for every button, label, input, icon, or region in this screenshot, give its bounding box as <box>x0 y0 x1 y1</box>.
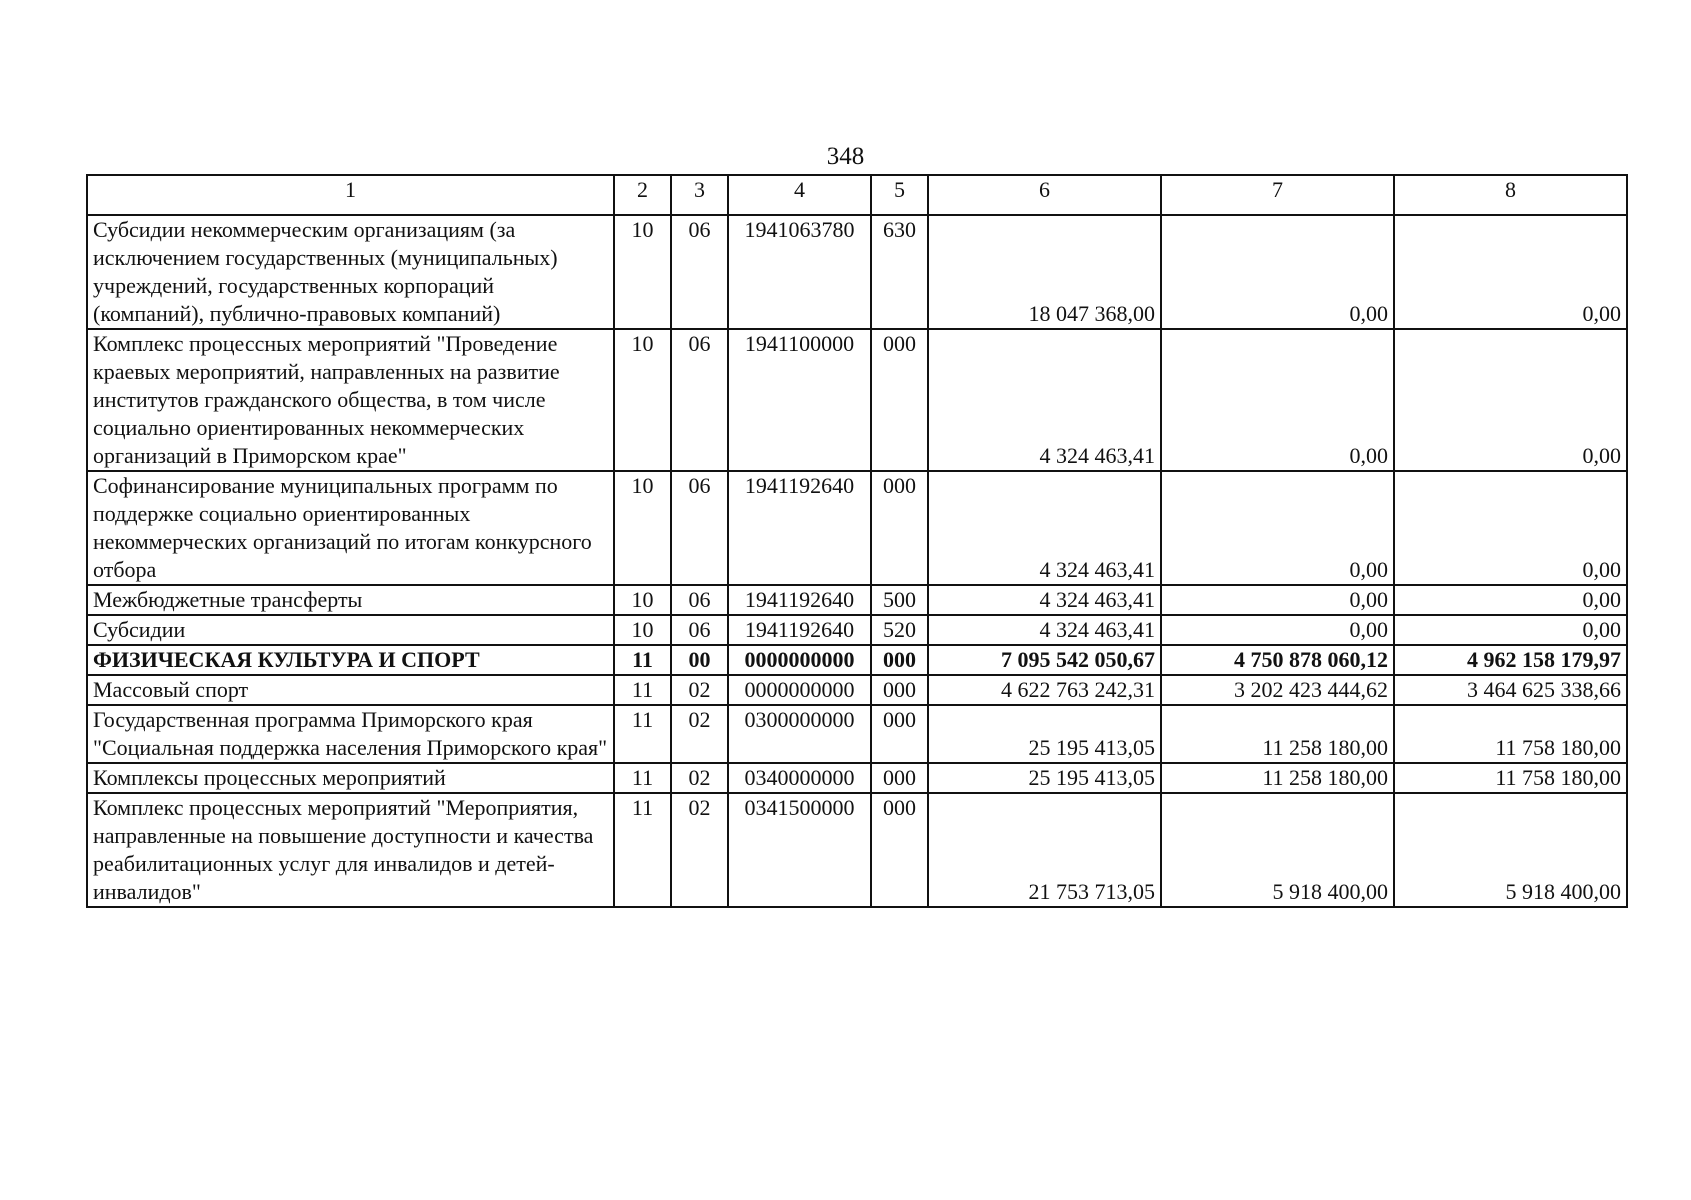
row-amount-col6: 25 195 413,05 <box>928 763 1161 793</box>
row-target-article: 0341500000 <box>728 793 871 907</box>
header-col-5: 5 <box>871 175 928 215</box>
row-amount-col7: 11 258 180,00 <box>1161 705 1394 763</box>
row-expense-type: 000 <box>871 675 928 705</box>
row-expense-type: 000 <box>871 705 928 763</box>
table-row <box>87 585 1627 615</box>
header-col-1: 1 <box>87 175 614 215</box>
table-row <box>87 675 1627 705</box>
row-amount-col6: 7 095 542 050,67 <box>928 645 1161 675</box>
table-row <box>87 763 1627 793</box>
row-amount-col8: 5 918 400,00 <box>1394 793 1627 907</box>
row-subsection: 06 <box>671 329 728 471</box>
row-target-article: 1941100000 <box>728 329 871 471</box>
row-expense-type: 000 <box>871 645 928 675</box>
row-amount-col6: 4 324 463,41 <box>928 615 1161 645</box>
header-col-8: 8 <box>1394 175 1627 215</box>
row-target-article: 1941192640 <box>728 471 871 585</box>
row-target-article: 0340000000 <box>728 763 871 793</box>
row-section: 10 <box>614 329 671 471</box>
row-subsection: 06 <box>671 585 728 615</box>
row-subsection: 02 <box>671 705 728 763</box>
page-number: 348 <box>826 143 865 170</box>
row-section: 10 <box>614 471 671 585</box>
row-amount-col8: 0,00 <box>1394 471 1627 585</box>
row-amount-col6: 21 753 713,05 <box>928 793 1161 907</box>
row-section: 10 <box>614 615 671 645</box>
table-row-section-total <box>87 645 1627 675</box>
row-amount-col7: 11 258 180,00 <box>1161 763 1394 793</box>
header-col-2: 2 <box>614 175 671 215</box>
row-expense-type: 520 <box>871 615 928 645</box>
row-amount-col7: 3 202 423 444,62 <box>1161 675 1394 705</box>
table-row <box>87 471 1627 585</box>
row-section: 11 <box>614 645 671 675</box>
budget-table <box>86 174 1628 908</box>
row-subsection: 00 <box>671 645 728 675</box>
row-amount-col7: 5 918 400,00 <box>1161 793 1394 907</box>
row-amount-col6: 25 195 413,05 <box>928 705 1161 763</box>
row-expense-type: 500 <box>871 585 928 615</box>
header-col-3: 3 <box>671 175 728 215</box>
row-amount-col8: 11 758 180,00 <box>1394 763 1627 793</box>
row-expense-type: 000 <box>871 329 928 471</box>
row-amount-col6: 4 324 463,41 <box>928 585 1161 615</box>
row-name: Субсидии <box>87 615 614 645</box>
row-expense-type: 000 <box>871 763 928 793</box>
row-amount-col8: 0,00 <box>1394 585 1627 615</box>
row-amount-col7: 4 750 878 060,12 <box>1161 645 1394 675</box>
row-section: 11 <box>614 705 671 763</box>
header-col-7: 7 <box>1161 175 1394 215</box>
row-section: 10 <box>614 215 671 329</box>
row-amount-col7: 0,00 <box>1161 215 1394 329</box>
row-target-article: 0000000000 <box>728 675 871 705</box>
row-target-article: 1941192640 <box>728 615 871 645</box>
row-amount-col7: 0,00 <box>1161 329 1394 471</box>
row-section: 11 <box>614 763 671 793</box>
row-amount-col6: 18 047 368,00 <box>928 215 1161 329</box>
row-name: ФИЗИЧЕСКАЯ КУЛЬТУРА И СПОРТ <box>87 645 614 675</box>
row-name: Комплекс процессных мероприятий "Мероприятия, направленные на повышение доступности и качества реабилитационных услуг для инвалидов и детей-инвалидов" <box>87 793 614 907</box>
row-section: 11 <box>614 675 671 705</box>
row-subsection: 02 <box>671 763 728 793</box>
row-name: Комплекс процессных мероприятий "Проведение краевых мероприятий, направленных на развитие институтов гражданского общества, в том числе социально ориентированных некоммерческих организаций в Приморском крае" <box>87 329 614 471</box>
row-target-article: 1941192640 <box>728 585 871 615</box>
header-col-6: 6 <box>928 175 1161 215</box>
row-amount-col7: 0,00 <box>1161 585 1394 615</box>
row-expense-type: 000 <box>871 793 928 907</box>
row-amount-col8: 11 758 180,00 <box>1394 705 1627 763</box>
row-amount-col7: 0,00 <box>1161 615 1394 645</box>
row-amount-col8: 4 962 158 179,97 <box>1394 645 1627 675</box>
table-row <box>87 705 1627 763</box>
row-amount-col6: 4 324 463,41 <box>928 329 1161 471</box>
row-section: 11 <box>614 793 671 907</box>
table-row <box>87 329 1627 471</box>
row-target-article: 0300000000 <box>728 705 871 763</box>
row-amount-col7: 0,00 <box>1161 471 1394 585</box>
row-amount-col8: 0,00 <box>1394 215 1627 329</box>
row-name: Софинансирование муниципальных программ по поддержке социально ориентированных некоммерческих организаций по итогам конкурсного отбора <box>87 471 614 585</box>
row-target-article: 1941063780 <box>728 215 871 329</box>
row-section: 10 <box>614 585 671 615</box>
row-target-article: 0000000000 <box>728 645 871 675</box>
row-name: Комплексы процессных мероприятий <box>87 763 614 793</box>
row-amount-col8: 0,00 <box>1394 329 1627 471</box>
row-subsection: 02 <box>671 793 728 907</box>
row-subsection: 06 <box>671 615 728 645</box>
row-amount-col6: 4 324 463,41 <box>928 471 1161 585</box>
row-expense-type: 630 <box>871 215 928 329</box>
table-row <box>87 793 1627 907</box>
row-subsection: 06 <box>671 215 728 329</box>
header-row <box>87 175 1627 215</box>
row-name: Субсидии некоммерческим организациям (за исключением государственных (муниципальных) учреждений, государственных корпораций (компаний), публично-правовых компаний) <box>87 215 614 329</box>
row-amount-col8: 3 464 625 338,66 <box>1394 675 1627 705</box>
row-amount-col6: 4 622 763 242,31 <box>928 675 1161 705</box>
row-name: Массовый спорт <box>87 675 614 705</box>
row-name: Государственная программа Приморского края "Социальная поддержка населения Приморского края" <box>87 705 614 763</box>
table-row <box>87 615 1627 645</box>
header-col-4: 4 <box>728 175 871 215</box>
row-expense-type: 000 <box>871 471 928 585</box>
row-subsection: 02 <box>671 675 728 705</box>
row-subsection: 06 <box>671 471 728 585</box>
row-name: Межбюджетные трансферты <box>87 585 614 615</box>
row-amount-col8: 0,00 <box>1394 615 1627 645</box>
table-row <box>87 215 1627 329</box>
